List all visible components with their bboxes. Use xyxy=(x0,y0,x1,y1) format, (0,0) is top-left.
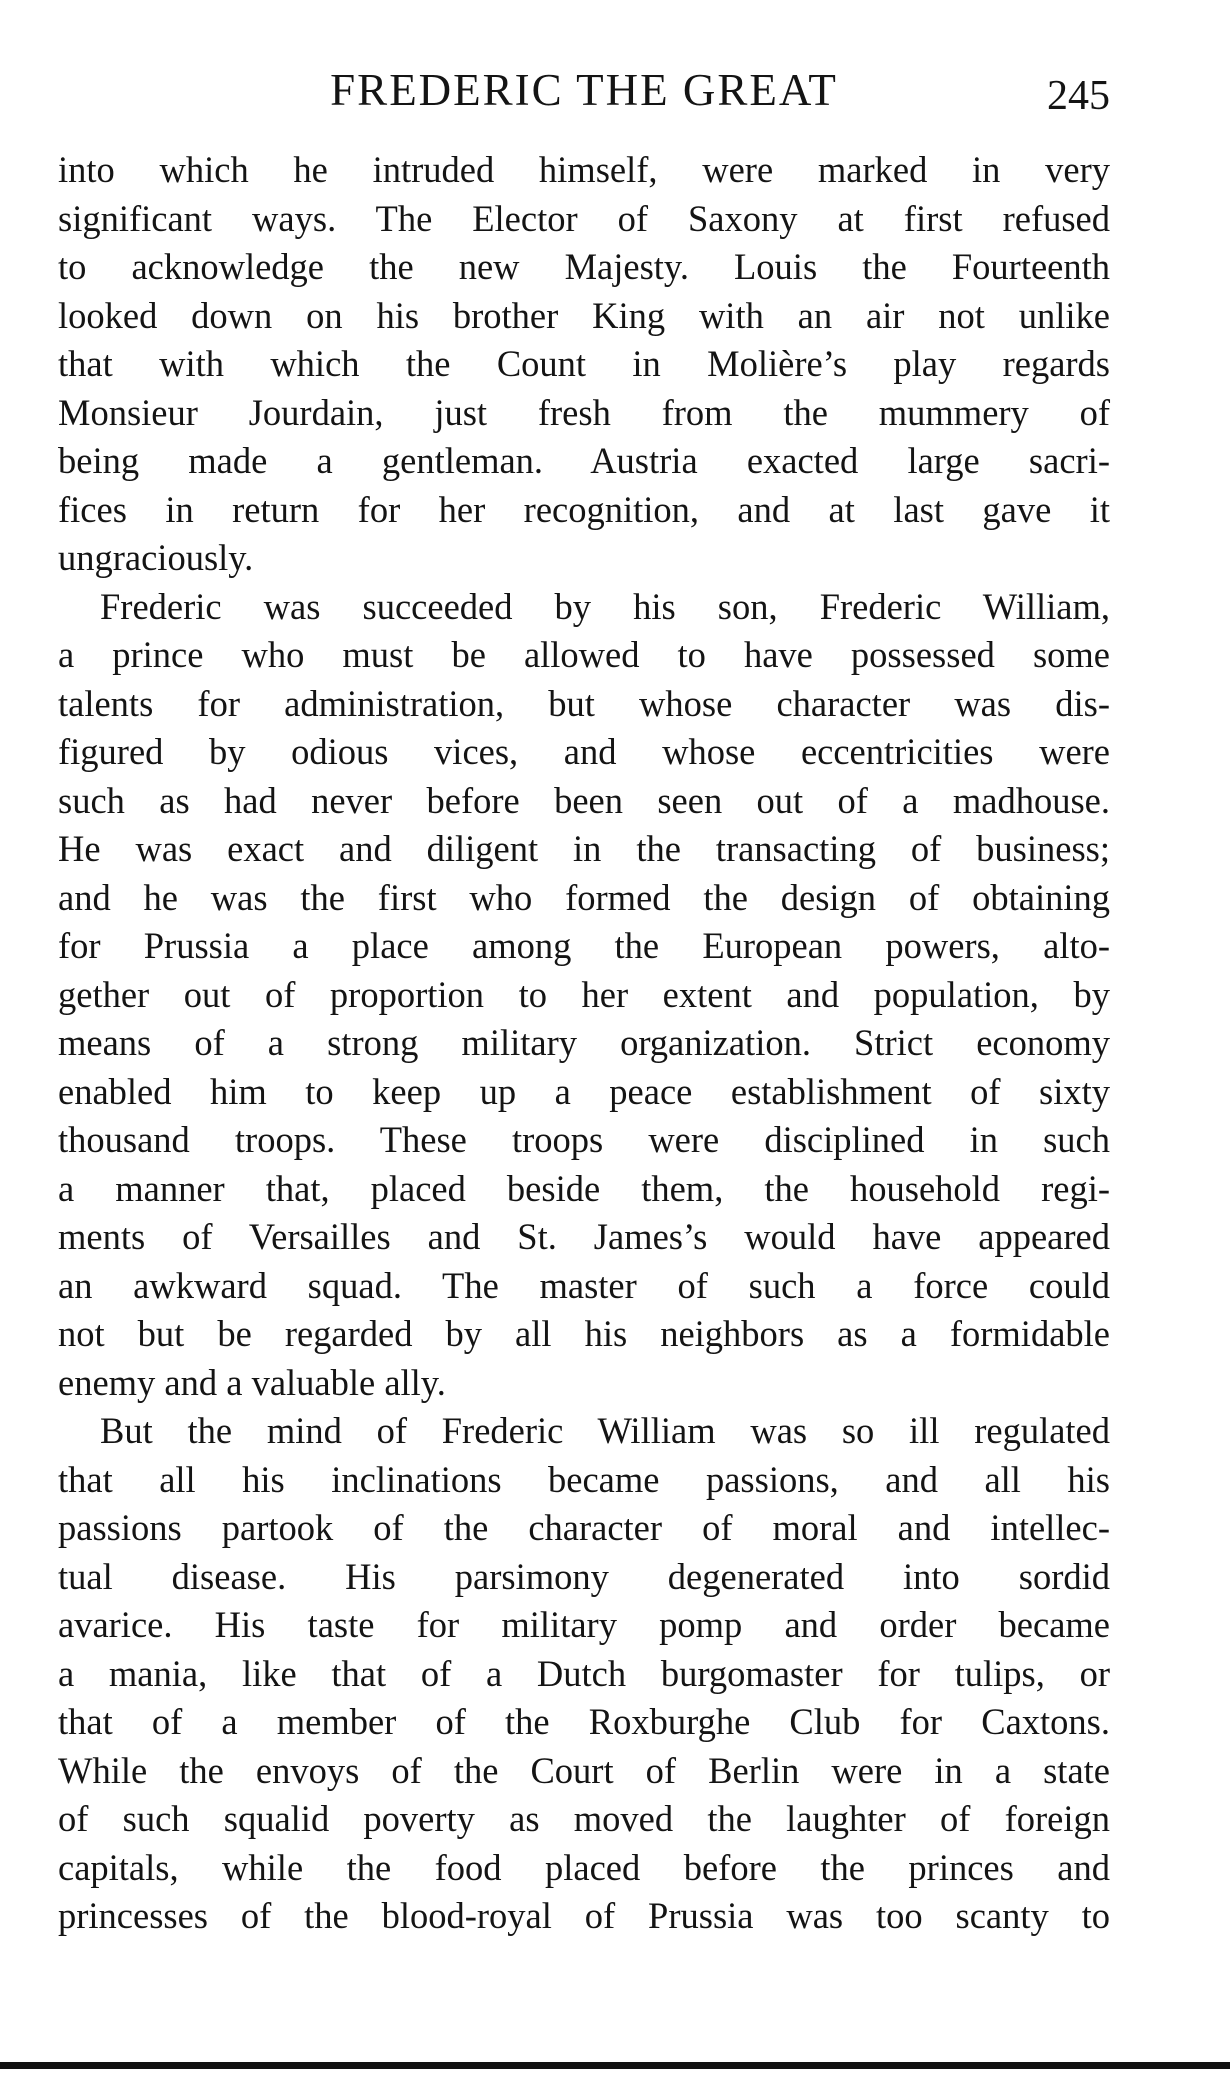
page-number: 245 xyxy=(1047,73,1110,119)
text-line: for Prussia a place among the European powers, alto- xyxy=(58,925,1110,966)
text-line: talents for administration, but whose character was dis- xyxy=(58,682,1110,724)
text-line: a manner that, placed beside them, the household regi- xyxy=(58,1167,1110,1209)
text-line: figured by odious vices, and whose eccentricities were xyxy=(58,731,1110,772)
text-line: avarice. His taste for military pomp and order became xyxy=(58,1604,1110,1645)
text-line: being made a gentleman. Austria exacted large sacri- xyxy=(58,440,1110,481)
text-line: not but be regarded by all his neighbors as a formidable xyxy=(58,1313,1110,1354)
text-line: fices in return for her recognition, and at last gave it xyxy=(58,488,1110,530)
text-line: an awkward squad. The master of such a force could xyxy=(58,1264,1110,1306)
text-line: ments of Versailles and St. James’s would have appeared xyxy=(58,1216,1110,1257)
text-line: princesses of the blood-royal of Prussia was too scanty to xyxy=(58,1895,1110,1936)
text-line: such as had never before been seen out of a madhouse. xyxy=(58,779,1110,821)
text-line: But the mind of Frederic William was so ill regulated xyxy=(100,1410,1110,1451)
text-line: He was exact and diligent in the transacting of business; xyxy=(58,828,1110,869)
running-title: FREDERIC THE GREAT xyxy=(330,65,838,115)
text-line: means of a strong military organization. Strict economy xyxy=(58,1022,1110,1063)
text-line: looked down on his brother King with an air not unlike xyxy=(58,294,1110,336)
bottom-rule xyxy=(0,2062,1230,2069)
text-line: While the envoys of the Court of Berlin were in a state xyxy=(58,1749,1110,1791)
text-line: gether out of proportion to her extent and population, by xyxy=(58,973,1110,1015)
text-line: significant ways. The Elector of Saxony at first refused xyxy=(58,197,1110,239)
text-line: and he was the first who formed the design of obtaining xyxy=(58,876,1110,918)
text-line: enabled him to keep up a peace establishment of sixty xyxy=(58,1070,1110,1112)
text-line: capitals, while the food placed before the princes and xyxy=(58,1846,1110,1888)
text-line: to acknowledge the new Majesty. Louis the Fourteenth xyxy=(58,246,1110,287)
text-line: Monsieur Jourdain, just fresh from the mummery of xyxy=(58,391,1110,433)
body-text xyxy=(58,146,1110,1941)
text-line: passions partook of the character of moral and intellec- xyxy=(58,1507,1110,1548)
text-line: enemy and a valuable ally. xyxy=(58,1361,446,1403)
text-line: a mania, like that of a Dutch burgomaster for tulips, or xyxy=(58,1652,1110,1694)
text-line: that with which the Count in Molière’s play regards xyxy=(58,343,1110,384)
running-head xyxy=(58,62,1110,118)
text-line: tual disease. His parsimony degenerated into sordid xyxy=(58,1555,1110,1597)
text-line: a prince who must be allowed to have possessed some xyxy=(58,634,1110,675)
text-line: that of a member of the Roxburghe Club for Caxtons. xyxy=(58,1701,1110,1742)
text-line: thousand troops. These troops were disciplined in such xyxy=(58,1119,1110,1160)
text-line: Frederic was succeeded by his son, Frederic William, xyxy=(100,585,1110,627)
text-line: ungraciously. xyxy=(58,537,254,578)
text-line: that all his inclinations became passions, and all his xyxy=(58,1458,1110,1500)
text-line: into which he intruded himself, were marked in very xyxy=(58,149,1110,190)
text-line: of such squalid poverty as moved the laughter of foreign xyxy=(58,1798,1110,1839)
